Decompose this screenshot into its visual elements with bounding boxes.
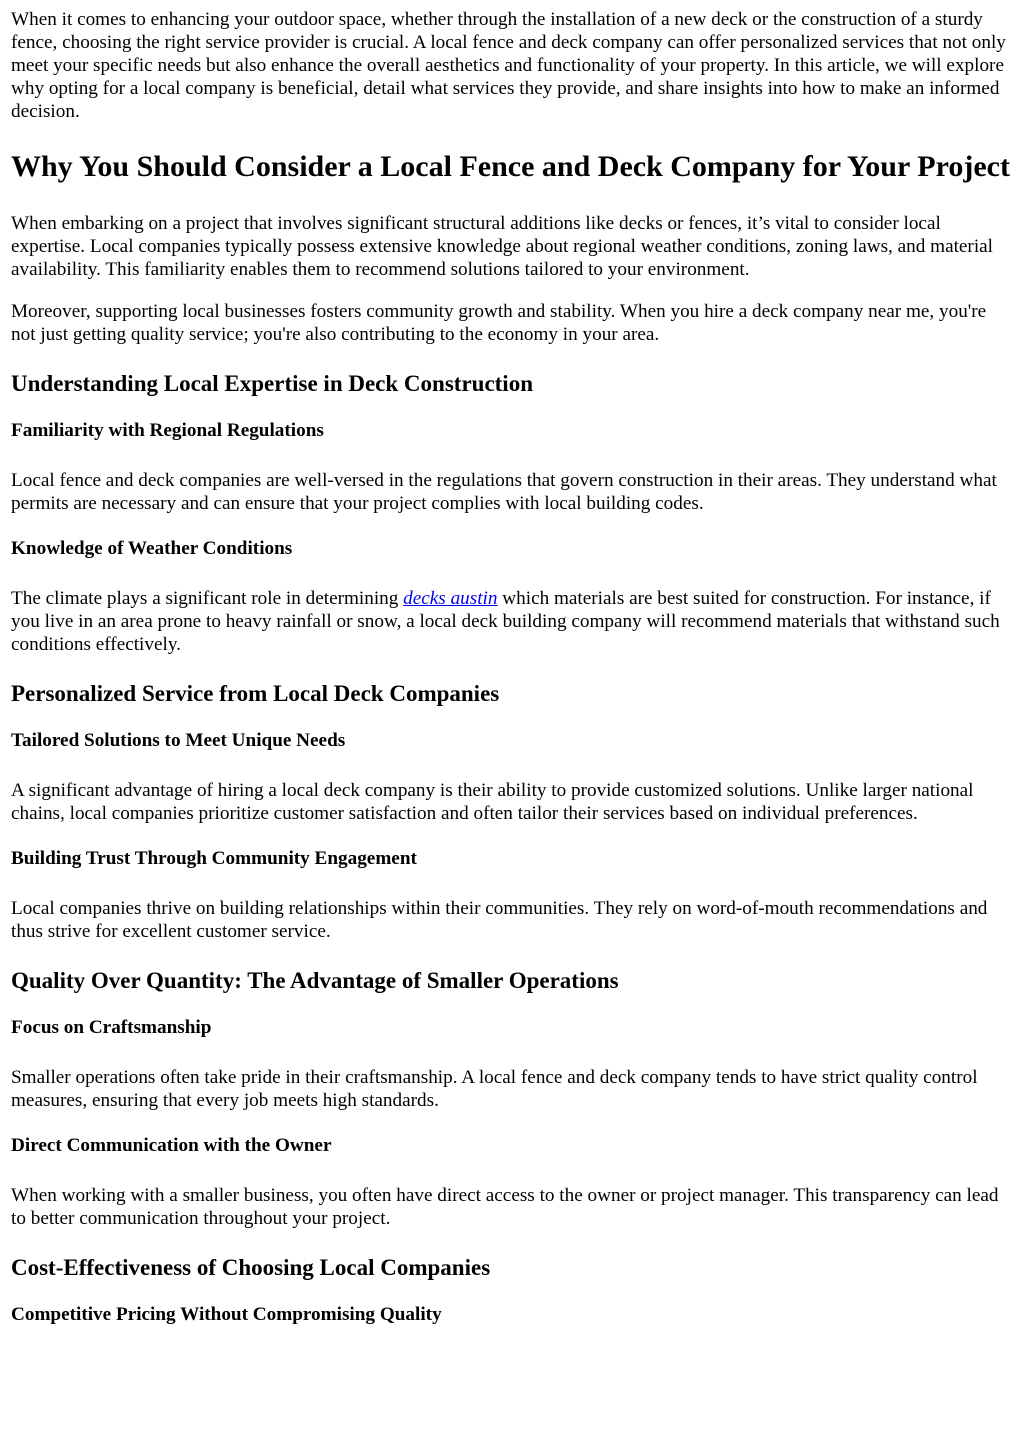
trust-paragraph: Local companies thrive on building relationships within their communities. They rely on word-of-mouth recommendations and thus strive for excellent customer service. <box>11 898 988 942</box>
subheading-communication: Direct Communication with the Owner <box>11 1135 332 1156</box>
subheading-tailored: Tailored Solutions to Meet Unique Needs <box>11 730 346 751</box>
subheading-craftsmanship: Focus on Craftsmanship <box>11 1017 212 1038</box>
weather-paragraph <box>11 587 1013 656</box>
section-heading-personalized: Personalized Service from Local Deck Companies <box>11 681 500 706</box>
weather-text-before: The climate plays a significant role in determining <box>11 588 404 609</box>
communication-paragraph: When working with a smaller business, you often have direct access to the owner or project manager. This transparency can lead to better communication throughout your project. <box>11 1185 999 1229</box>
decks-austin-link[interactable]: decks austin <box>403 588 498 609</box>
regulations-paragraph: Local fence and deck companies are well-versed in the regulations that govern construction in their areas. They understand what permits are necessary and can ensure that your project complies with local building codes. <box>11 470 997 514</box>
subheading-regulations: Familiarity with Regional Regulations <box>11 420 324 441</box>
why-paragraph-1: When embarking on a project that involves significant structural additions like decks or fences, it’s vital to consider local expertise. Local companies typically possess extensive knowledge about regional weather conditions, zoning laws, and material availability. This familiarity enables them to recommend solutions tailored to your environment. <box>11 213 994 280</box>
craftsmanship-paragraph: Smaller operations often take pride in their craftsmanship. A local fence and deck company tends to have strict quality control measures, ensuring that every job meets high standards. <box>11 1067 978 1111</box>
main-heading: Why You Should Consider a Local Fence and Deck Company for Your Project <box>11 150 1010 183</box>
why-paragraph-2: Moreover, supporting local businesses fosters community growth and stability. When you hire a deck company near me, you're not just getting quality service; you're also contributing to the economy in your area. <box>11 301 987 345</box>
subheading-trust: Building Trust Through Community Engagement <box>11 848 417 869</box>
section-heading-expertise: Understanding Local Expertise in Deck Construction <box>11 371 533 396</box>
weather-text-after: which materials are best suited for construction. For instance, if you live in an area prone to heavy rainfall or snow, a local deck building company will recommend materials that withstand such conditions effectively. <box>11 588 1000 655</box>
tailored-paragraph: A significant advantage of hiring a local deck company is their ability to provide customized solutions. Unlike larger national chains, local companies prioritize customer satisfaction and often tailor their services based on individual preferences. <box>11 780 974 824</box>
subheading-pricing: Competitive Pricing Without Compromising Quality <box>11 1304 442 1325</box>
section-heading-cost: Cost-Effectiveness of Choosing Local Companies <box>11 1255 491 1280</box>
section-heading-quality: Quality Over Quantity: The Advantage of Smaller Operations <box>11 968 619 993</box>
intro-paragraph: When it comes to enhancing your outdoor space, whether through the installation of a new deck or the construction of a sturdy fence, choosing the right service provider is crucial. A local fence and deck company can offer personalized services that not only meet your specific needs but also enhance the overall aesthetics and functionality of your property. In this article, we will explore why opting for a local company is beneficial, detail what services they provide, and share insights into how to make an informed decision. <box>11 9 1006 122</box>
subheading-weather: Knowledge of Weather Conditions <box>11 538 293 559</box>
